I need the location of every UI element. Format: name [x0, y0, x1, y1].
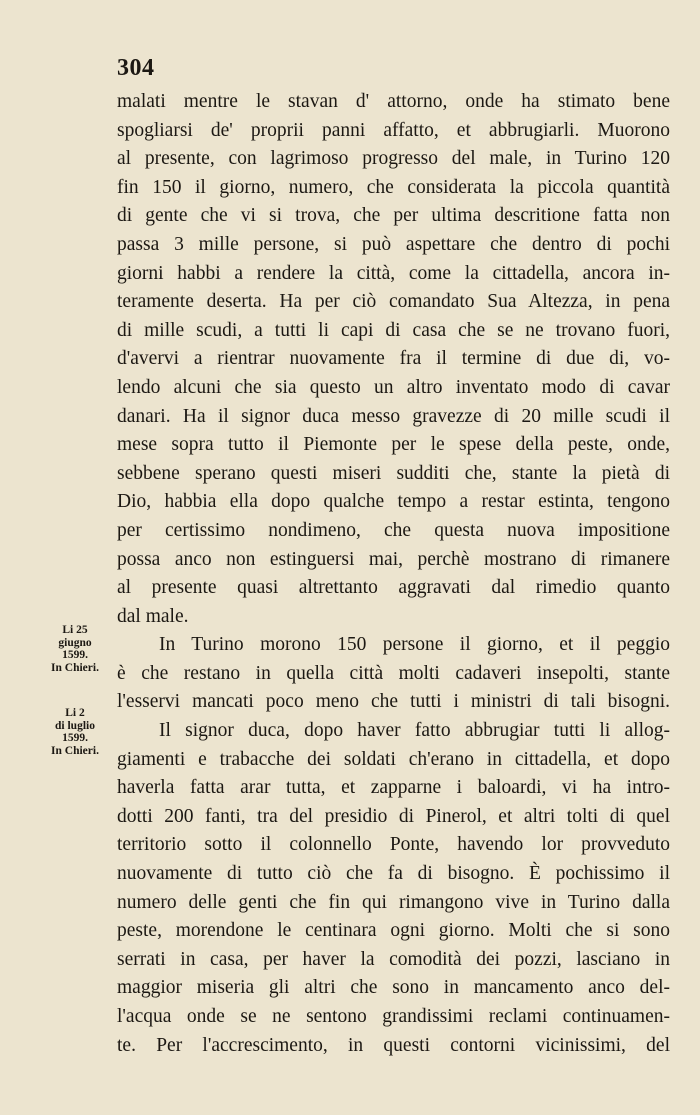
text-line: possa anco non estinguersi mai, perchè mostrano di rimanere: [117, 548, 670, 570]
text-line: danari. Ha il signor duca messo gravezze di 20 mille scudi il: [117, 405, 670, 427]
text-line: l'acqua onde se ne sentono grandissimi reclami continuamen-: [117, 1006, 670, 1027]
text-line: passa 3 mille persone, si può aspettare che dentro di pochi: [117, 233, 670, 255]
margin-note-line: Li 2: [65, 707, 85, 719]
text-line: In Turino morono 150 persone il giorno, et il peggio: [159, 634, 670, 656]
text-line: haverla fatta arar tutta, et zapparne i baloardi, vi ha intro-: [117, 777, 670, 799]
text-line: te. Per l'accrescimento, in questi contorni vicinissimi, del: [117, 1034, 670, 1056]
margin-note-line: di luglio: [55, 719, 95, 732]
text-line: peste, morendone le centinara ogni giorno. Molti che si sono: [117, 920, 670, 942]
page-number: 304: [117, 55, 155, 81]
body-text: [117, 88, 670, 1060]
text-line: serrati in casa, per haver la comodità dei pozzi, lasciano in: [117, 948, 670, 970]
margin-note-date: [40, 707, 110, 757]
text-line: d'avervi a rientrar nuovamente fra il termine di due di, vo-: [117, 348, 670, 370]
text-line: territorio sotto il colonnello Ponte, havendo lor provveduto: [117, 834, 670, 856]
margin-note-line: Li 25: [62, 624, 88, 636]
margin-note-date: [40, 624, 110, 674]
text-line: malati mentre le stavan d' attorno, onde ha stimato bene: [117, 91, 670, 112]
text-line: dotti 200 fanti, tra del presidio di Pinerol, et altri tolti di quel: [117, 805, 670, 827]
text-line: maggior miseria gli altri che sono in mancamento anco del-: [117, 977, 670, 999]
text-line: giorni habbi a rendere la città, come la cittadella, ancora in-: [117, 262, 670, 284]
margin-note-line: 1599.: [62, 732, 88, 744]
margin-note-line: In Chieri.: [51, 744, 99, 757]
text-line: l'esservi mancati poco meno che tutti i ministri di tali bisogni.: [117, 691, 670, 713]
margin-note-line: 1599.: [62, 649, 88, 661]
text-line: giamenti e trabacche dei soldati ch'erano in cittadella, et dopo: [117, 748, 670, 770]
text-line: numero delle genti che fin qui rimangono vive in Turino dalla: [117, 891, 670, 913]
text-line: Il signor duca, dopo haver fatto abbrugiar tutti li allog-: [159, 720, 670, 742]
margin-note-line: giugno: [58, 636, 92, 649]
text-line: al presente, con lagrimoso progresso del male, in Turino 120: [117, 148, 670, 170]
text-line: di gente che vi si trova, che per ultima descritione fatta non: [117, 205, 670, 227]
text-line: lendo alcuni che sia questo un altro inventato modo di cavar: [117, 376, 670, 398]
text-line: al presente quasi altrettanto aggravati dal rimedio quanto: [117, 577, 670, 599]
text-line: teramente deserta. Ha per ciò comandato Sua Altezza, in pena: [117, 291, 670, 313]
text-line: mese sopra tutto il Piemonte per le spese della peste, onde,: [117, 434, 670, 456]
text-line: Dio, habbia ella dopo qualche tempo a restar estinta, tengono: [117, 491, 670, 513]
text-line: sebbene sperano questi miseri sudditi che, stante la pietà di: [117, 462, 670, 484]
text-line: spogliarsi de' proprii panni affatto, et abbrugiarli. Muorono: [117, 119, 670, 141]
text-line: è che restano in quella città molti cadaveri insepolti, stante: [117, 662, 670, 684]
text-line: nuovamente di tutto ciò che fa di bisogno. È pochissimo il: [117, 863, 670, 885]
text-line: fin 150 il giorno, numero, che considerata la piccola quantità: [117, 176, 670, 198]
text-line: dal male.: [117, 605, 189, 627]
text-line: di mille scudi, a tutti li capi di casa che se ne trovano fuori,: [117, 319, 670, 341]
text-line: per certissimo nondimeno, che questa nuova impositione: [117, 519, 670, 541]
margin-note-line: In Chieri.: [51, 661, 99, 674]
